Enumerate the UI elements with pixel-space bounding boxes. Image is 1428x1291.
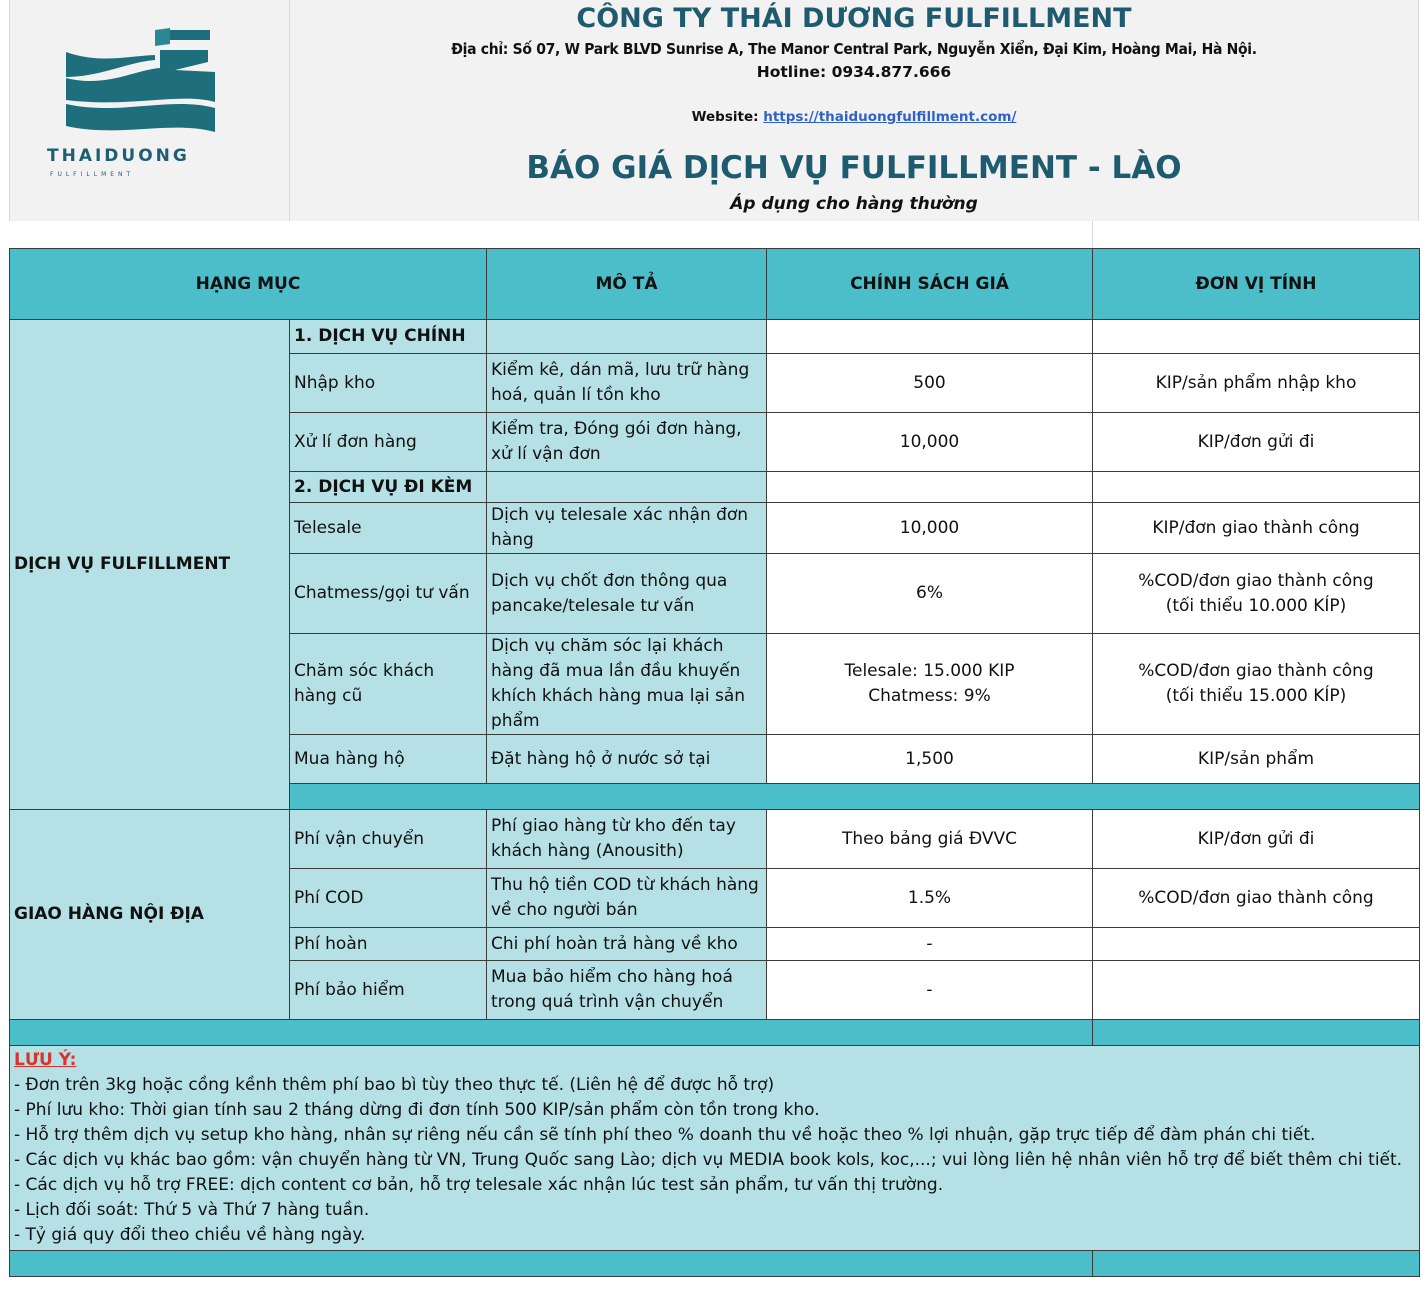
row-price: - xyxy=(767,961,1093,1020)
row-price xyxy=(767,634,1093,735)
logo-text: THAIDUONG xyxy=(47,146,190,166)
col-price: CHÍNH SÁCH GIÁ xyxy=(767,249,1093,320)
group-fulfillment: DỊCH VỤ FULFILLMENT xyxy=(10,320,290,810)
section-main: 1. DỊCH VỤ CHÍNH xyxy=(290,320,487,354)
note-line: - Hỗ trợ thêm dịch vụ setup kho hàng, nhân sự riêng nếu cần sẽ tính phí theo % doanh thu về hoặc theo % lợi nhuận, gặp trực tiếp để đàm phán chi tiết. xyxy=(14,1125,1316,1145)
applies-note: Áp dụng cho hàng thường xyxy=(730,194,978,214)
row-item: Chăm sóc khách hàng cũ xyxy=(290,634,487,735)
note-line: - Tỷ giá quy đổi theo chiều về hàng ngày. xyxy=(14,1225,366,1245)
row-unit xyxy=(1093,554,1420,634)
company-name: CÔNG TY THÁI DƯƠNG FULFILLMENT xyxy=(576,3,1132,34)
logo-subtext: FULFILLMENT xyxy=(50,171,135,178)
row-unit: %COD/đơn giao thành công xyxy=(1093,869,1420,928)
row-item: Phí COD xyxy=(290,869,487,928)
hotline: Hotline: 0934.877.666 xyxy=(756,63,952,81)
price-table xyxy=(9,248,1420,1277)
row-desc: Dịch vụ chốt đơn thông qua pancake/telesale tư vấn xyxy=(487,554,767,634)
note-line: - Đơn trên 3kg hoặc cồng kềnh thêm phí bao bì tùy theo thực tế. (Liên hệ để được hỗ trợ) xyxy=(14,1075,775,1095)
row-item: Xử lí đơn hàng xyxy=(290,413,487,472)
separator-row xyxy=(10,1020,1420,1046)
price-line2: Chatmess: 9% xyxy=(868,686,991,706)
table-row xyxy=(10,810,1420,869)
row-unit: KIP/đơn gửi đi xyxy=(1093,413,1420,472)
row-unit xyxy=(1093,634,1420,735)
row-price: 1.5% xyxy=(767,869,1093,928)
group-domestic: GIAO HÀNG NỘI ĐỊA xyxy=(10,810,290,1020)
row-item: Phí bảo hiểm xyxy=(290,961,487,1020)
row-unit xyxy=(1093,961,1420,1020)
row-unit xyxy=(1093,928,1420,961)
row-desc: Dịch vụ chăm sóc lại khách hàng đã mua lần đầu khuyến khích khách hàng mua lại sản phẩm xyxy=(487,634,767,735)
row-desc: Kiểm tra, Đóng gói đơn hàng, xử lí vận đơn xyxy=(487,413,767,472)
logo-waves-icon xyxy=(10,0,289,150)
row-price: - xyxy=(767,928,1093,961)
row-item: Telesale xyxy=(290,503,487,554)
notes-cell xyxy=(10,1046,1420,1251)
spacer-row xyxy=(9,221,1419,248)
notes-title: LƯU Ý: xyxy=(14,1050,77,1070)
separator-row xyxy=(10,1251,1420,1277)
row-desc: Thu hộ tiền COD từ khách hàng về cho người bán xyxy=(487,869,767,928)
row-item: Chatmess/gọi tư vấn xyxy=(290,554,487,634)
note-line: - Lịch đối soát: Thứ 5 và Thứ 7 hàng tuần. xyxy=(14,1200,370,1220)
row-unit: KIP/sản phẩm xyxy=(1093,735,1420,784)
col-unit: ĐƠN VỊ TÍNH xyxy=(1093,249,1420,320)
row-unit: KIP/đơn gửi đi xyxy=(1093,810,1420,869)
unit-line2: (tối thiểu 10.000 KÍP) xyxy=(1165,595,1347,616)
row-item: Phí hoàn xyxy=(290,928,487,961)
row-item: Phí vận chuyển xyxy=(290,810,487,869)
table-header-row xyxy=(10,249,1420,320)
row-item: Mua hàng hộ xyxy=(290,735,487,784)
row-unit: KIP/đơn giao thành công xyxy=(1093,503,1420,554)
row-desc: Phí giao hàng từ kho đến tay khách hàng (Anousith) xyxy=(487,810,767,869)
note-line: - Phí lưu kho: Thời gian tính sau 2 tháng dừng đi đơn tính 500 KIP/sản phẩm còn tồn trong kho. xyxy=(14,1100,820,1120)
row-desc: Mua bảo hiểm cho hàng hoá trong quá trình vận chuyển xyxy=(487,961,767,1020)
row-desc: Kiểm kê, dán mã, lưu trữ hàng hoá, quản lí tồn kho xyxy=(487,354,767,413)
row-price: 1,500 xyxy=(767,735,1093,784)
table-row xyxy=(10,320,1420,354)
website-label: Website: xyxy=(691,109,759,125)
sheet xyxy=(9,0,1419,222)
note-line: - Các dịch vụ hỗ trợ FREE: dịch content cơ bản, hỗ trợ telesale xác nhận lúc test sản phẩm, tư vấn thị trường. xyxy=(14,1175,944,1195)
logo xyxy=(10,0,290,221)
company-address: Địa chỉ: Số 07, W Park BLVD Sunrise A, The Manor Central Park, Nguyễn Xiển, Đại Kim, Hoàng Mai, Hà Nội. xyxy=(451,40,1257,58)
price-line1: Telesale: 15.000 KIP xyxy=(844,661,1015,681)
row-desc: Đặt hàng hộ ở nước sở tại xyxy=(487,735,767,784)
row-unit: KIP/sản phẩm nhập kho xyxy=(1093,354,1420,413)
row-price: 6% xyxy=(767,554,1093,634)
website-link[interactable]: https://thaiduongfulfillment.com/ xyxy=(763,109,1017,125)
quote-title: BÁO GIÁ DỊCH VỤ FULFILLMENT - LÀO xyxy=(526,150,1182,186)
row-price: 10,000 xyxy=(767,503,1093,554)
unit-line2: (tối thiểu 15.000 KÍP) xyxy=(1165,686,1347,706)
section-extra: 2. DỊCH VỤ ĐI KÈM xyxy=(290,472,487,503)
row-price: Theo bảng giá ĐVVC xyxy=(767,810,1093,869)
unit-line1: %COD/đơn giao thành công xyxy=(1138,661,1374,681)
row-price: 500 xyxy=(767,354,1093,413)
row-desc: Chi phí hoàn trả hàng về kho xyxy=(487,928,767,961)
row-price: 10,000 xyxy=(767,413,1093,472)
unit-line1: %COD/đơn giao thành công xyxy=(1138,570,1374,591)
website xyxy=(290,109,1418,125)
row-item: Nhập kho xyxy=(290,354,487,413)
row-desc: Dịch vụ telesale xác nhận đơn hàng xyxy=(487,503,767,554)
notes-row xyxy=(10,1046,1420,1251)
note-line: - Các dịch vụ khác bao gồm: vận chuyển hàng từ VN, Trung Quốc sang Lào; dịch vụ MEDIA book kols, koc,...; vui lòng liên hệ nhân viên hỗ trợ để biết thêm chi tiết. xyxy=(14,1150,1403,1170)
header xyxy=(9,0,1419,222)
col-category: HẠNG MỤC xyxy=(10,249,487,320)
col-description: MÔ TẢ xyxy=(487,249,767,320)
